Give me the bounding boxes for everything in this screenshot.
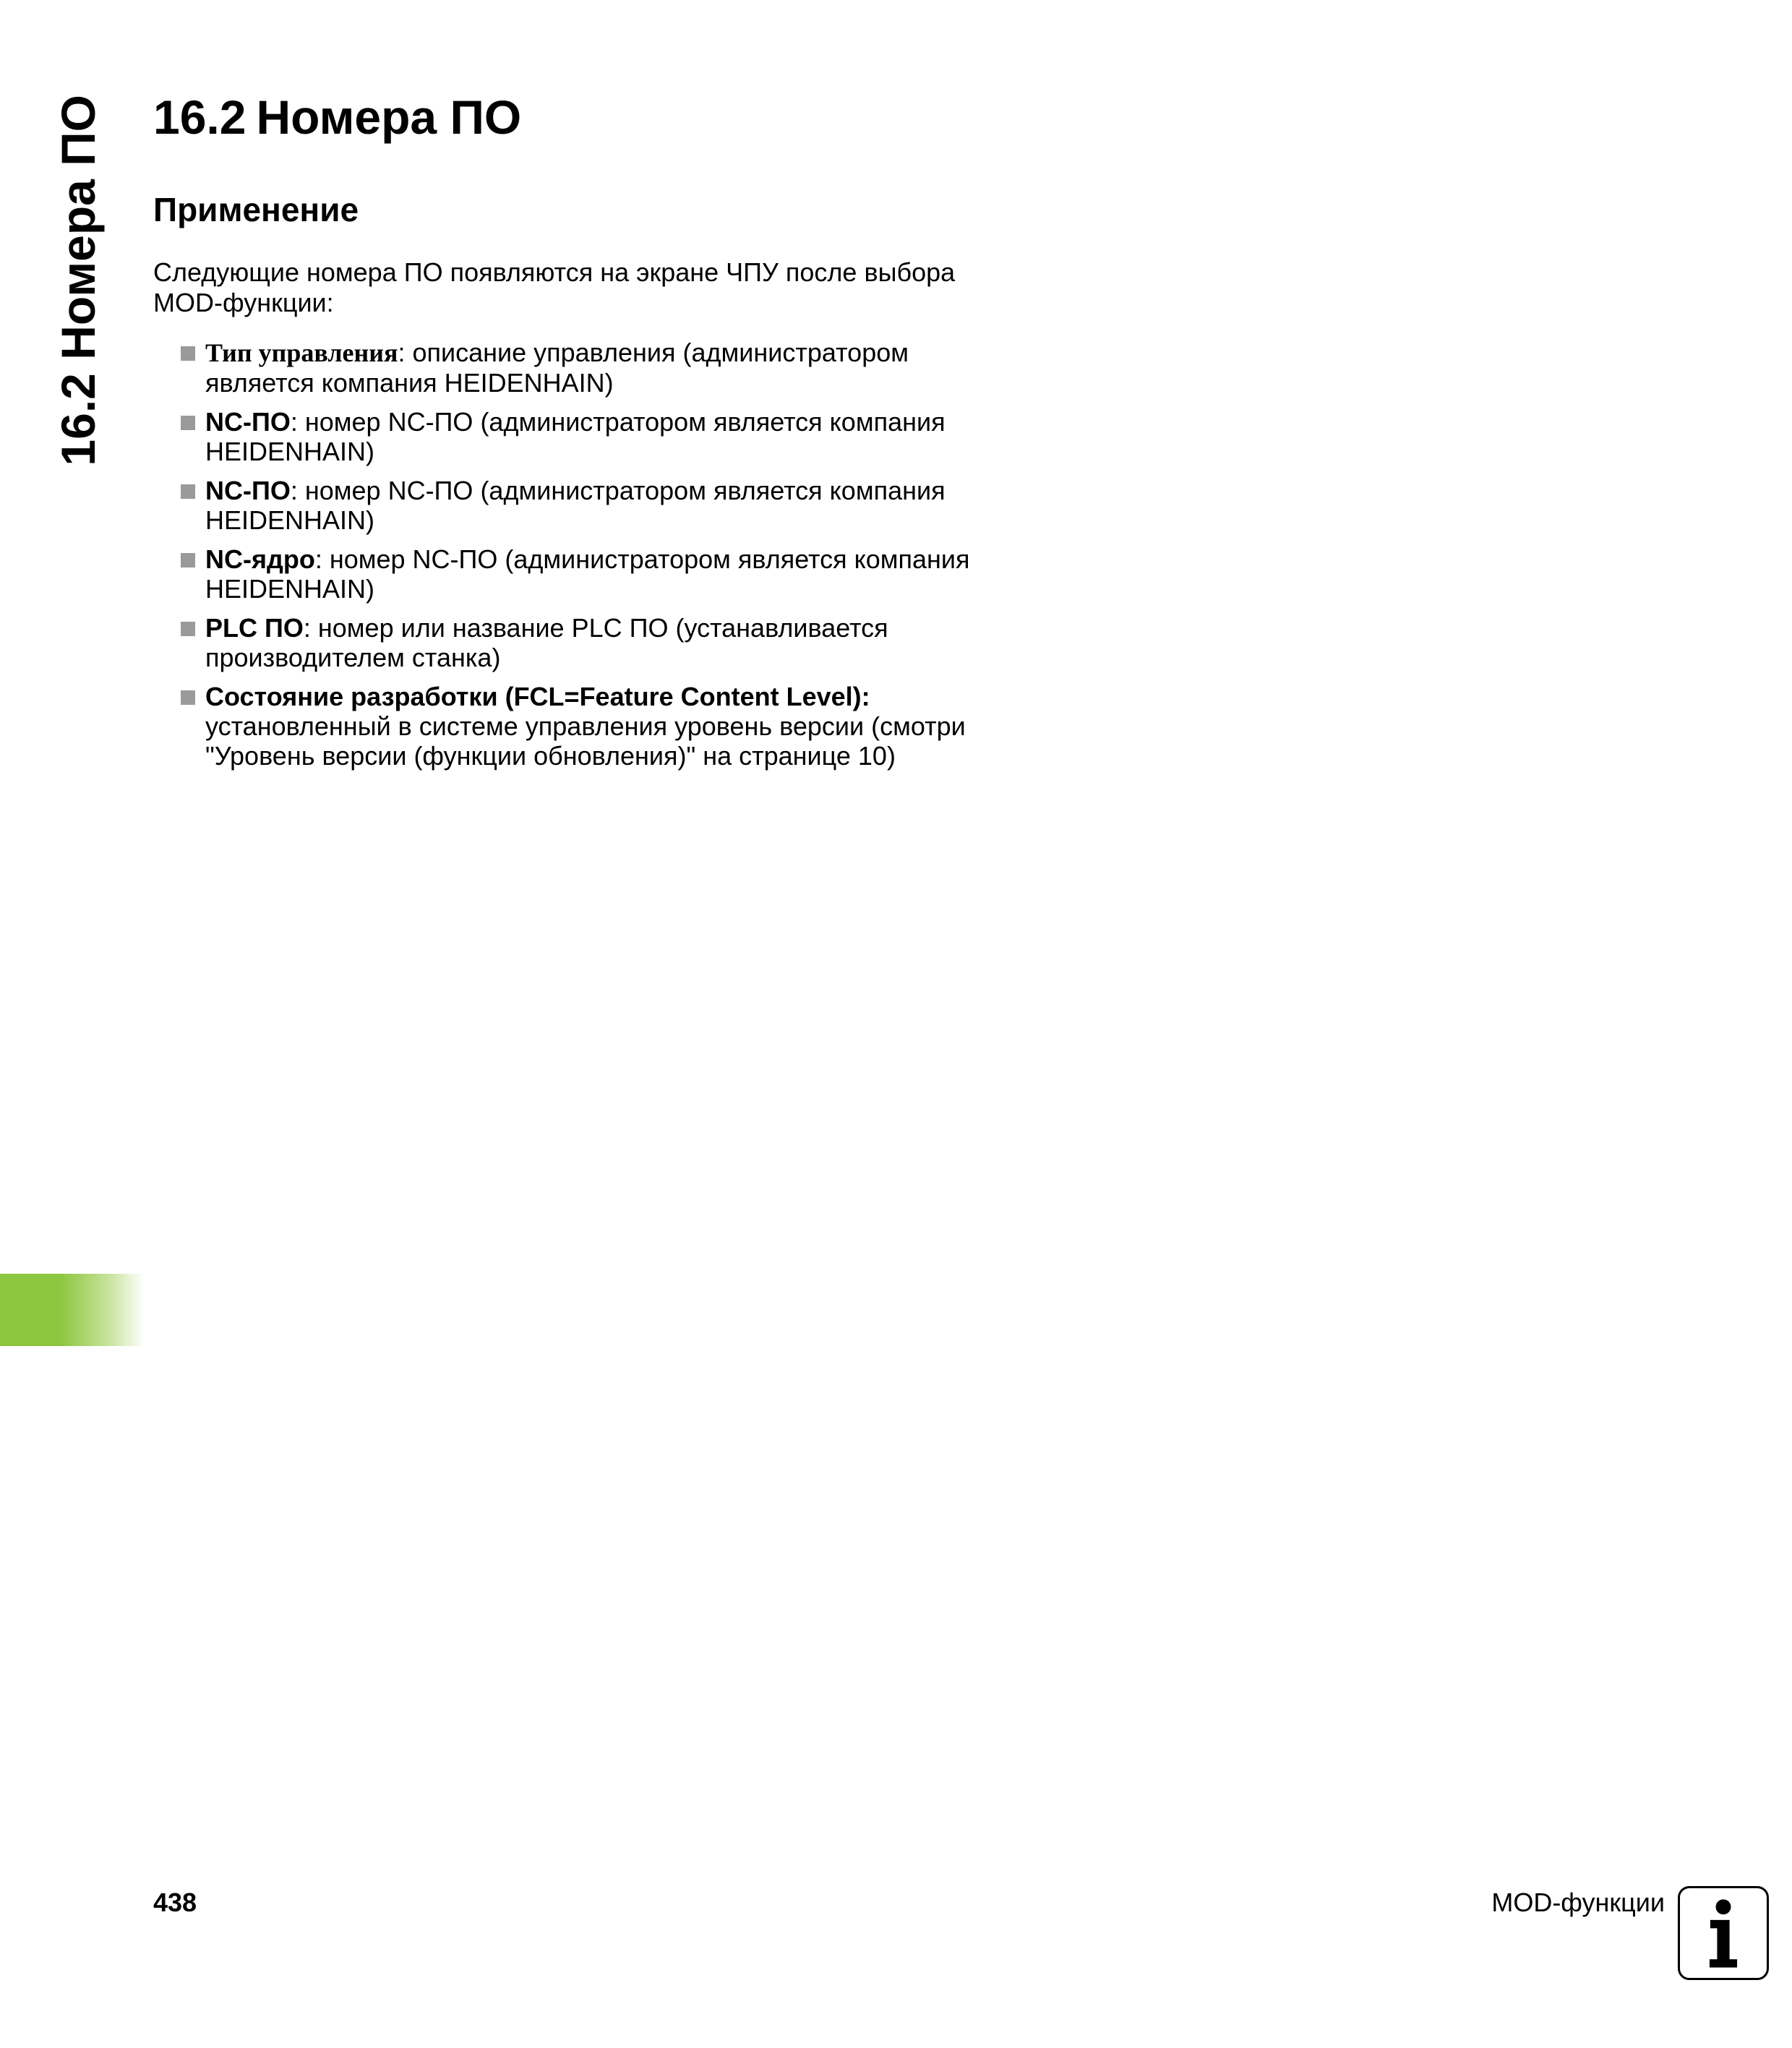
heading-number: 16.2 [153, 90, 246, 144]
list-item-term: PLC ПО [205, 613, 304, 643]
software-number-list [181, 338, 1012, 780]
list-item [181, 338, 1012, 398]
list-item-term: NC-ПО [205, 476, 291, 505]
list-item [181, 476, 1012, 535]
list-item-term: NC-ядро [205, 544, 315, 574]
footer-section-title: MOD-функции [1491, 1888, 1665, 1917]
bullet-square-icon [181, 416, 195, 430]
list-item [181, 613, 1012, 672]
page-heading [153, 87, 521, 147]
list-item-text: : номер NC-ПО (администратором является компания HEIDENHAIN) [205, 476, 946, 535]
info-glyph [1680, 1888, 1767, 1978]
chapter-tab-marker [0, 1274, 145, 1346]
bullet-square-icon [181, 553, 195, 567]
list-item-text: : номер или название PLC ПО (устанавливается производителем станка) [205, 613, 888, 672]
section-subheading: Применение [153, 191, 359, 228]
page-number: 438 [153, 1888, 197, 1917]
list-item-text: : номер NC-ПО (администратором является компания HEIDENHAIN) [205, 407, 946, 466]
list-item-term: Состояние разработки (FCL=Feature Content Level): [205, 682, 870, 711]
list-item [181, 407, 1012, 466]
bullet-square-icon [181, 346, 195, 361]
list-item-term: Тип управления [205, 338, 398, 367]
bullet-square-icon [181, 622, 195, 636]
bullet-square-icon [181, 690, 195, 705]
intro-paragraph: Следующие номера ПО появляются на экране ЧПУ после выбора MOD-функции: [153, 257, 956, 317]
list-item-text: : описание управления (администратором является компания HEIDENHAIN) [205, 338, 909, 398]
list-item-text: установленный в системе управления уровень версии (смотри "Уровень версии (функции обновления)" на странице 10) [205, 711, 966, 771]
list-item [181, 544, 1012, 604]
side-chapter-title: 16.2 Номера ПО [51, 95, 105, 466]
heading-title: Номера ПО [256, 90, 522, 144]
list-item-term: NC-ПО [205, 407, 291, 437]
bullet-square-icon [181, 484, 195, 499]
list-item [181, 682, 1012, 771]
list-item-text: : номер NC-ПО (администратором является компания HEIDENHAIN) [205, 544, 970, 604]
info-icon [1678, 1886, 1769, 1980]
